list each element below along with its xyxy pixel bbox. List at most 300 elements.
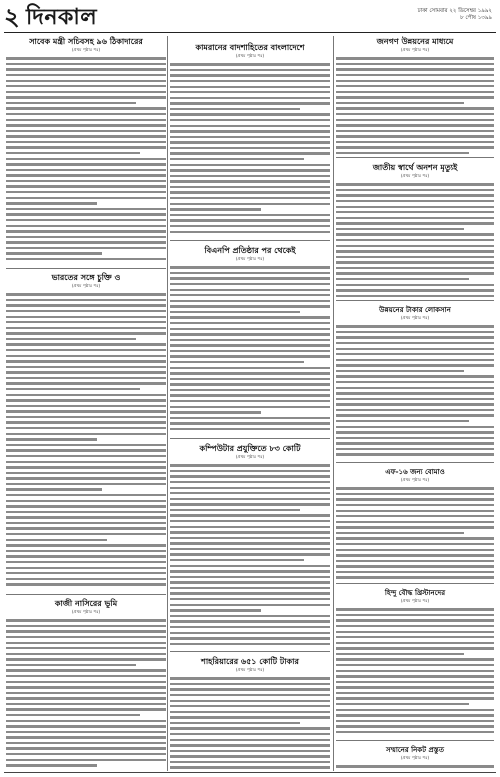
text-line [170,565,330,567]
text-line [170,520,330,522]
text-line [6,753,166,755]
text-line [6,394,166,396]
text-line [6,681,166,683]
text-line [6,619,166,621]
text-line [6,152,140,154]
dateline [417,8,492,22]
text-line [6,630,166,632]
text-line [170,378,330,380]
text-line [336,720,494,722]
text-line [6,692,166,694]
text-line [336,189,494,191]
text-line [336,119,494,121]
text-line [336,537,494,539]
text-line [6,511,166,513]
text-line [170,475,330,477]
text-line [336,571,494,573]
text-line [6,675,166,677]
text-line [170,225,330,227]
text-line [170,119,330,121]
text-line [336,261,494,263]
headline-a1: সাবেক মন্ত্রী সচিবসহ ৯৬ ঠিকাদারের [29,36,143,46]
text-line [336,342,494,344]
text-line [6,225,166,227]
text-line [336,392,494,394]
byline-a8: (প্রথম পৃষ্ঠার পর) [235,454,265,459]
text-line [336,731,494,733]
text-line [6,316,166,318]
byline-a6: (প্রথম পৃষ্ঠার পর) [235,256,265,261]
text-line [170,604,330,606]
text-line [170,411,261,413]
text-line [336,614,494,616]
section-divider [336,157,494,158]
text-line [336,515,494,517]
text-line [6,477,166,479]
text-line [336,403,494,405]
text-line [336,211,494,213]
text-line [336,647,494,649]
text-line [336,675,494,677]
text-line [170,750,330,752]
text-line [170,739,330,741]
text-line [170,136,330,138]
text-line [336,135,494,137]
text-line [6,135,166,137]
column-divider [333,36,334,771]
text-line [6,146,166,148]
text-line [6,169,166,171]
text-line [170,361,304,363]
text-line [336,442,494,444]
text-line [336,381,494,383]
text-line [6,555,166,557]
text-line [6,124,166,126]
text-line [6,449,166,451]
text-line [6,533,166,535]
text-line [170,570,330,572]
text-line [336,420,469,422]
text-line [170,311,300,313]
article-body-text [336,54,494,155]
text-line [336,543,494,545]
text-line [6,686,166,688]
text-line [6,703,166,705]
text-line [336,664,494,666]
text-line [336,183,494,185]
headline-a9: এফ-১৬ জন্য বোমাও [385,467,445,476]
text-line [6,505,166,507]
text-line [170,141,330,143]
text-line [336,504,494,506]
text-line [336,554,494,556]
byline-a5: (প্রথম পৃষ্ঠার পর) [71,283,101,288]
text-line [6,494,166,496]
text-line [6,747,166,749]
text-line [6,405,166,407]
text-line [336,289,494,291]
headline-a10: হিন্দু বৌদ্ধ খ্রিস্টানদের [384,588,446,597]
text-line [6,561,166,563]
text-line [6,185,166,187]
text-line [336,375,494,377]
text-line [6,247,166,249]
text-line [170,158,304,160]
page-number: ২ [4,2,20,31]
text-line [170,576,330,578]
text-line [170,722,300,724]
text-line [336,85,494,87]
text-line [170,417,330,419]
text-line [336,681,494,683]
text-line [336,256,494,258]
text-line [6,180,166,182]
text-line [170,180,330,182]
text-line [6,91,166,93]
text-line [170,147,330,149]
text-line [336,414,494,416]
text-line [6,219,166,221]
text-line [170,733,330,735]
text-line [336,57,494,59]
page-bottom-rule [4,772,496,773]
text-line [336,348,494,350]
text-line [170,637,330,639]
text-line [170,130,330,132]
text-line [170,400,330,402]
text-line [6,516,166,518]
text-line [170,711,330,713]
text-line [336,437,494,439]
text-line [336,284,494,286]
text-line [6,720,166,722]
text-line [336,565,494,567]
text-line [170,548,330,550]
text-line [336,709,494,711]
text-line [170,300,330,302]
headline-a5: ভারতের সঙ্গে চুক্তি ও [51,272,121,282]
text-line [336,194,494,196]
text-line [336,250,494,252]
text-line [6,382,166,384]
section-divider [336,462,494,463]
text-line [336,409,494,411]
text-line [6,550,166,552]
section-divider [336,583,494,584]
text-line [336,448,494,450]
text-line [336,91,494,93]
section-divider [336,300,494,301]
text-line [170,537,330,539]
text-line [170,620,330,622]
text-line [170,509,300,511]
text-line [170,322,330,324]
text-line [336,521,494,523]
text-line [6,759,166,761]
text-line [6,158,166,160]
text-line [336,124,494,126]
text-line [170,592,330,594]
text-line [170,169,330,171]
text-line [6,416,166,418]
text-line [6,472,166,474]
text-line [170,487,330,489]
text-line [170,108,300,110]
text-line [170,626,330,628]
text-line [6,74,166,76]
text-line [170,744,330,746]
text-line [6,742,166,744]
section-divider [170,438,330,439]
text-line [336,653,464,655]
text-line [6,583,166,585]
text-line [170,514,330,516]
text-line [6,736,166,738]
text-line [170,700,330,702]
text-line [170,86,330,88]
text-line [336,526,494,528]
text-line [170,372,330,374]
text-line [336,510,494,512]
text-line [170,727,330,729]
text-line [336,272,494,274]
text-line [336,200,494,202]
text-line [170,272,330,274]
text-line [170,598,330,600]
text-line [6,388,140,390]
text-line [170,277,330,279]
text-line [6,399,166,401]
text-line [170,422,330,424]
text-line [6,625,166,627]
text-line [336,74,494,76]
text-line [336,625,494,627]
text-line [170,203,330,205]
text-line [336,642,494,644]
text-line [6,360,166,362]
text-line [6,658,166,660]
text-line [336,370,464,372]
text-line [170,492,330,494]
text-line [170,208,261,210]
text-line [6,697,166,699]
text-line [170,542,330,544]
text-line [336,487,494,489]
headline-a3: জনগণ উন্নয়নের মাধ্যমে [376,36,454,46]
text-line [6,725,166,727]
article-body-text [336,180,494,298]
text-line [6,438,97,440]
text-line [336,228,464,230]
text-line [170,339,330,341]
text-line [336,68,494,70]
text-line [336,130,494,132]
section-divider [6,268,166,269]
text-line [6,488,102,490]
text-line [6,174,166,176]
headline-a2: কামরানের বাদশাহিতের বাংলাদেশে [195,42,305,52]
text-line [6,444,166,446]
text-line [336,398,494,400]
article-body-text [336,605,494,737]
text-line [6,544,166,546]
text-line [170,63,330,65]
text-line [170,716,330,718]
text-line [170,406,330,408]
text-line [6,293,166,295]
text-line [170,350,330,352]
masthead [4,4,496,32]
text-line [170,553,330,555]
text-line [6,57,166,59]
headline-a6: বিএনপি প্রতিষ্ঠার পর থেকেই [204,245,296,255]
headline-a13: সম্মানের নিকট প্রস্তুত [386,745,444,754]
text-line [170,683,330,685]
text-line [6,299,166,301]
text-line [6,371,166,373]
article-body-text [170,263,330,435]
text-line [6,327,166,329]
text-line [170,333,330,335]
text-line [336,498,494,500]
text-line [336,765,494,767]
text-line [336,146,494,148]
article-body-text [6,616,166,770]
text-line [6,197,166,199]
text-line [6,63,166,65]
text-line [6,366,166,368]
text-line [6,241,166,243]
text-line [170,694,330,696]
text-line [6,455,166,457]
text-line [6,113,166,115]
text-line [170,394,330,396]
text-line [170,761,330,763]
text-line [170,688,330,690]
text-line [6,578,166,580]
text-line [336,532,464,534]
byline-a13: (প্রথম পৃষ্ঠার পর) [400,755,430,760]
byline-a12: (প্রথম পৃষ্ঠার পর) [235,667,265,672]
text-line [6,764,97,766]
text-line [6,191,166,193]
text-line [6,731,166,733]
text-line [6,567,166,569]
text-line [170,197,330,199]
text-line [170,383,330,385]
text-line [336,331,494,333]
headline-a7: উন্নয়নের টাকার লোকসান [379,305,451,314]
date-line-2: ৮ পৌষ ১৩৯৯ [460,15,492,21]
text-line [336,387,494,389]
text-line [170,559,304,561]
text-line [6,230,166,232]
text-line [6,653,166,655]
text-line [6,669,166,671]
text-line [6,427,166,429]
text-line [336,549,494,551]
text-line [170,755,330,757]
byline-a3: (প্রথম পৃষ্ঠার পর) [400,47,430,52]
text-line [170,677,330,679]
text-line [170,266,330,268]
text-line [170,175,330,177]
text-line [6,647,166,649]
text-line [170,125,330,127]
text-line [336,113,494,115]
text-line [6,522,166,524]
text-line [170,464,330,466]
section-divider [336,740,494,741]
text-line [170,705,330,707]
text-line [6,332,166,334]
headline-a8: কম্পিউটার প্রযুক্তিতে ৮৩ কোটি [199,443,301,453]
text-line [6,421,166,423]
text-line [170,102,330,104]
byline-a10: (প্রথম পৃষ্ঠার পর) [400,598,430,603]
text-line [170,283,330,285]
masthead-rule [4,32,496,33]
text-line [170,294,330,296]
text-line [336,453,494,455]
text-line [336,336,494,338]
text-line [336,658,494,660]
text-line [6,252,102,254]
text-line [336,426,494,428]
text-line [336,96,494,98]
date-line-1: ঢাকা সোমবার ২২ ডিসেম্বর ১৯৯২ [417,8,492,14]
text-line [170,152,330,154]
text-line [6,141,166,143]
text-line [336,359,494,361]
text-line [170,526,330,528]
text-line [6,714,140,716]
text-line [336,233,494,235]
byline-a2: (প্রথম পৃষ্ঠার পর) [235,53,265,58]
text-line [6,349,166,351]
text-line [170,80,330,82]
text-line [336,576,494,578]
text-line [336,560,494,562]
text-line [336,325,494,327]
text-line [6,236,166,238]
text-line [6,102,136,104]
text-line [336,245,494,247]
headline-a11: কাজী নাসিরের ভূমি [54,598,118,608]
text-line [170,531,330,533]
text-line [6,213,166,215]
text-line [170,328,330,330]
text-line [170,609,261,611]
text-line [170,481,330,483]
text-line [6,80,166,82]
text-line [170,615,330,617]
text-line [170,503,330,505]
text-line [170,344,330,346]
text-line [170,186,330,188]
text-line [336,670,494,672]
text-line [336,267,494,269]
article-body-text [336,322,494,460]
text-line [336,141,494,143]
text-line [6,85,166,87]
text-line [170,428,330,430]
text-line [336,631,494,633]
text-line [170,231,330,233]
text-line [170,74,330,76]
text-line [6,310,166,312]
text-line [336,714,494,716]
